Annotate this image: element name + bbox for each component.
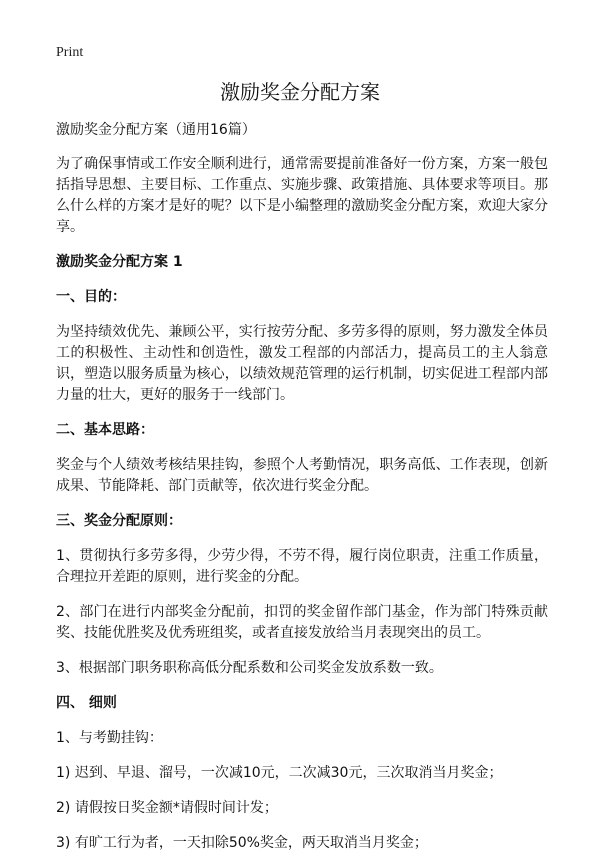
plan-heading: 激励奖金分配方案 1 bbox=[56, 254, 183, 270]
rules-item: 2) 请假按日奖金额*请假时间计发； bbox=[56, 800, 278, 816]
principle-item: 3、根据部门职务职称高低分配系数和公司奖金发放系数一致。 bbox=[56, 660, 443, 676]
principle-item: 2、部门在进行内部奖金分配前，扣罚的奖金留作部门基金，作为部门特殊贡献奖、技能优胜奖及优秀班组奖，或者直接发放给当月表现突出的员工。 bbox=[56, 604, 548, 641]
intro-paragraph: 为了确保事情或工作安全顺利进行，通常需要提前准备好一份方案，方案一般包括指导思想、主要目标、工作重点、实施步骤、政策措施、具体要求等项目。那么什么样的方案才是好的呢？以下是小编整理的激励奖金分配方案，欢迎大家分享。 bbox=[56, 156, 548, 235]
section-heading-idea: 二、基本思路： bbox=[56, 422, 154, 438]
section-text-goal: 为坚持绩效优先、兼顾公平，实行按劳分配、多劳多得的原则，努力激发全体员工的积极性、主动性和创造性，激发工程部的内部活力，提高员工的主人翁意识，塑造以服务质量为核心，以绩效规范管理的运行机制，切实促进工程部内部力量的壮大，更好的服务于一线部门。 bbox=[56, 324, 548, 403]
section-heading-principle: 三、奖金分配原则： bbox=[56, 513, 182, 529]
document-subtitle: 激励奖金分配方案（通用16篇） bbox=[56, 122, 256, 138]
section-heading-rules: 四、 细则 bbox=[56, 695, 117, 711]
document-body bbox=[56, 120, 548, 868]
rules-item: 3) 有旷工行为者，一天扣除50%奖金，两天取消当月奖金； bbox=[56, 835, 428, 851]
rules-item: 1) 迟到、早退、溜号，一次减10元，二次减30元，三次取消当月奖金； bbox=[56, 765, 503, 781]
principle-item: 1、贯彻执行多劳多得，少劳少得，不劳不得，履行岗位职责，注重工作质量，合理拉开差距的原则，进行奖金的分配。 bbox=[56, 548, 548, 585]
rules-item: 1、与考勤挂钩： bbox=[56, 730, 163, 746]
section-heading-goal: 一、目的： bbox=[56, 289, 126, 305]
print-link[interactable]: Print bbox=[56, 45, 84, 60]
section-text-idea: 奖金与个人绩效考核结果挂钩，参照个人考勤情况，职务高低、工作表现，创新成果、节能降耗、部门贡献等，依次进行奖金分配。 bbox=[56, 457, 548, 494]
document-title: 激励奖金分配方案 bbox=[220, 80, 380, 104]
